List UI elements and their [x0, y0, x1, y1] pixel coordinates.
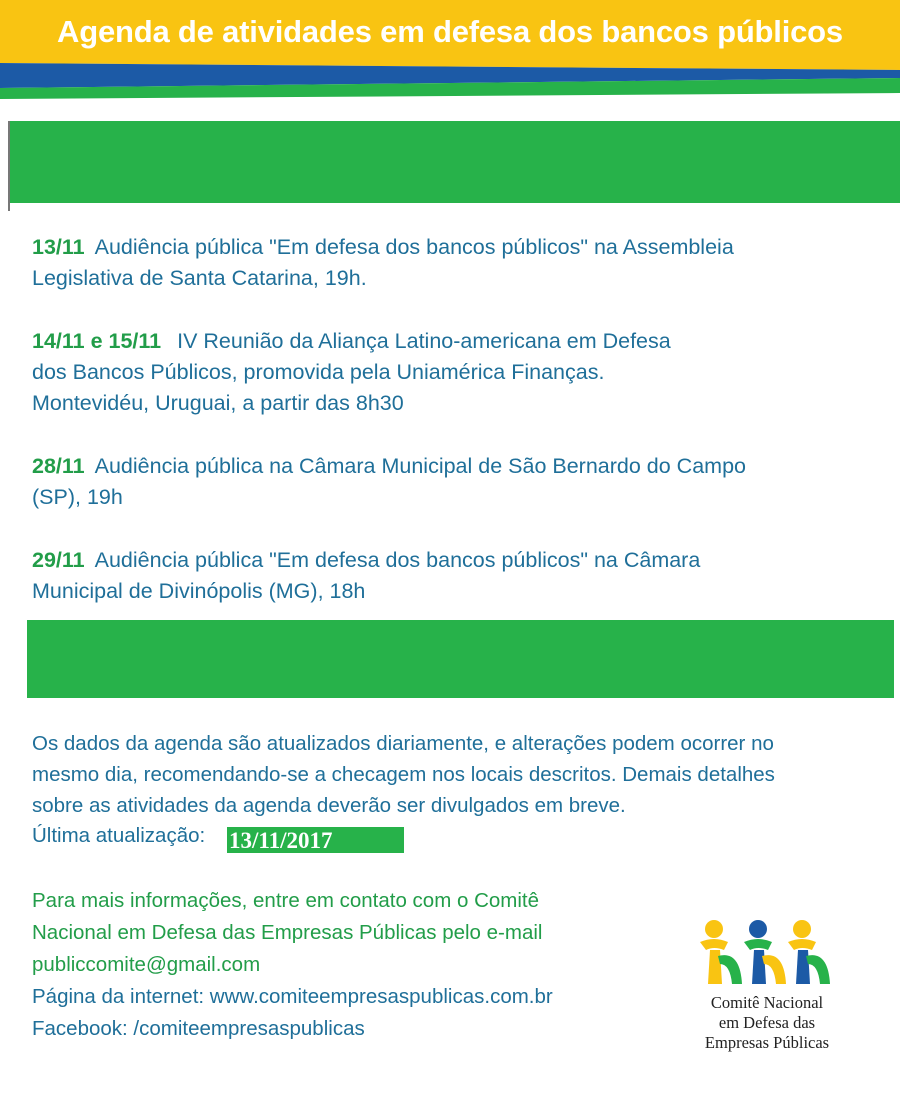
notes-line: Os dados da agenda são atualizados diariamente, e alterações podem ocorrer no	[32, 732, 774, 755]
logo-caption-line: Empresas Públicas	[704, 1033, 830, 1052]
event-date: 13/11	[32, 235, 85, 259]
event-text-cont: dos Bancos Públicos, promovida pela Uniamérica Finanças.	[32, 360, 605, 384]
contact-line: Nacional em Defesa das Empresas Públicas pelo e-mail	[32, 921, 543, 944]
event-text-cont: (SP), 19h	[32, 485, 123, 509]
logo-caption-line: em Defesa das	[718, 1013, 816, 1032]
event-date: 28/11	[32, 454, 85, 478]
event-text: Audiência pública na Câmara Municipal de São Bernardo do Campo	[94, 454, 746, 478]
event-item	[32, 326, 882, 419]
event-list	[32, 232, 882, 639]
contact-line: Para mais informações, entre em contato com o Comitê	[32, 889, 540, 912]
contact-website[interactable]: Página da internet: www.comiteempresaspublicas.com.br	[32, 985, 553, 1008]
event-text-cont: Legislativa de Santa Catarina, 19h.	[32, 266, 367, 290]
logo-caption	[682, 993, 852, 1053]
event-item	[32, 451, 882, 513]
event-date: 29/11	[32, 548, 85, 572]
page-title: Agenda de atividades em defesa dos bancos públicos	[57, 14, 843, 49]
last-update-label: Última atualização:	[32, 824, 206, 847]
event-text-cont: Montevidéu, Uruguai, a partir das 8h30	[32, 391, 404, 415]
contact-email[interactable]: publiccomite@gmail.com	[32, 953, 261, 976]
agenda-notes	[32, 728, 882, 821]
logo-caption-line: Comitê Nacional	[710, 993, 824, 1012]
event-text: IV Reunião da Aliança Latino-americana em Defesa	[171, 329, 671, 353]
event-text-cont: Municipal de Divinópolis (MG), 18h	[32, 579, 366, 603]
event-date: 14/11 e 15/11	[32, 329, 162, 353]
green-band-middle	[27, 620, 894, 698]
contact-info	[32, 885, 672, 1045]
notes-line: mesmo dia, recomendando-se a checagem nos locais descritos. Demais detalhes	[32, 763, 775, 786]
event-item	[32, 232, 882, 294]
event-text: Audiência pública "Em defesa dos bancos públicos" na Câmara	[94, 548, 701, 572]
last-update-date: 13/11/2017	[227, 827, 404, 853]
event-text: Audiência pública "Em defesa dos bancos públicos" na Assembleia	[94, 235, 734, 259]
green-band-top	[8, 121, 900, 203]
contact-facebook[interactable]: Facebook: /comiteempresaspublicas	[32, 1017, 365, 1040]
event-item	[32, 545, 882, 607]
header-banner	[0, 0, 900, 110]
notes-line: sobre as atividades da agenda deverão ser divulgados em breve.	[32, 794, 626, 817]
